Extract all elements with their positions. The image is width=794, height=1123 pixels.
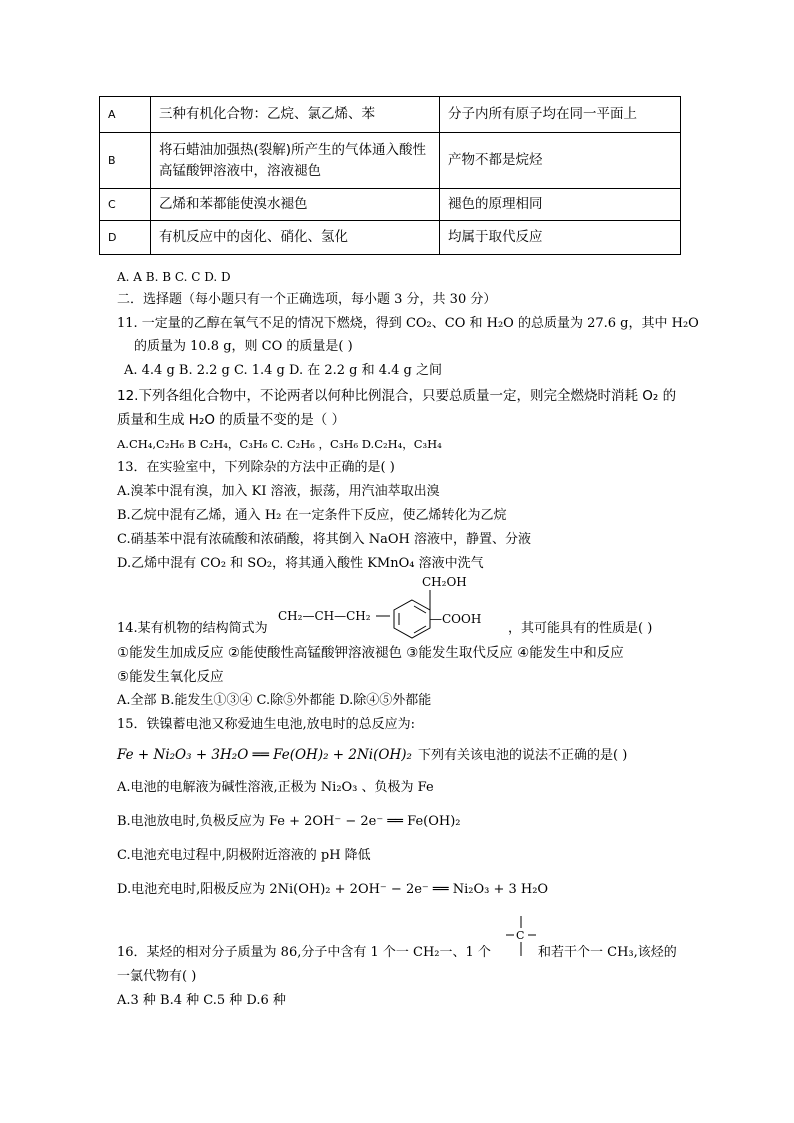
q15-equation: Fe + Ni₂O₃ + 3H₂O ══ Fe(OH)₂ + 2Ni(OH)₂ xyxy=(117,747,412,763)
q15-option-b: B.电池放电时,负极反应为 Fe + 2OH⁻ − 2e⁻ ══ Fe(OH)₂ xyxy=(117,814,461,829)
table-row xyxy=(100,97,681,133)
q13-option-a: A.溴苯中混有溴，加入 KI 溶液，振荡，用汽油萃取出溴 xyxy=(117,484,440,499)
q16-stem-line2: 一氯代物有( ) xyxy=(117,969,197,984)
q15-option-a: A.电池的电解液为碱性溶液,正极为 Ni₂O₃ 、负极为 Fe xyxy=(117,780,434,795)
option-letter: D xyxy=(100,221,151,255)
q15-stem: 15．铁镍蓄电池又称爱迪生电池,放电时的总反应为: xyxy=(117,717,416,732)
option-letter: B xyxy=(100,133,151,189)
q14-stem-suffix: ，其可能具有的性质是( ) xyxy=(508,621,653,636)
option-conclusion: 褪色的原理相同 xyxy=(440,189,681,221)
hydroxymethyl-label: CH₂OH xyxy=(422,575,467,589)
table-row xyxy=(100,133,681,189)
q14-properties-cont: ⑤能发生氧化反应 xyxy=(117,669,224,685)
option-content: 有机反应中的卤化、硝化、氢化 xyxy=(151,221,440,255)
q13-option-c: C.硝基苯中混有浓硫酸和浓硝酸，将其倒入 NaOH 溶液中，静置、分液 xyxy=(117,532,532,547)
q14-options: A.全部 B.能发生①③④ C.除⑤外都能 D.除④⑤外都能 xyxy=(117,693,432,708)
q13-option-d: D.乙烯中混有 CO₂ 和 SO₂，将其通入酸性 KMnO₄ 溶液中洗气 xyxy=(117,556,484,571)
q15-option-d: D.电池充电时,阳极反应为 2Ni(OH)₂ + 2OH⁻ − 2e⁻ ══ Ni₂O₃ + 3 H₂O xyxy=(117,882,549,897)
q10-options: A. A B. B C. C D. D xyxy=(117,270,231,284)
option-letter: A xyxy=(100,97,151,133)
q16-stem: 16．某烃的相对分子质量为 86,分子中含有 1 个一 CH₂一、1 个 xyxy=(117,945,491,960)
option-content: 乙烯和苯都能使溴水褪色 xyxy=(151,189,440,221)
option-content: 三种有机化合物：乙烷、氯乙烯、苯 xyxy=(151,97,440,133)
carboxyl-label: —COOH xyxy=(430,612,482,626)
q11-stem-cont: 的质量为 10.8 g，则 CO 的质量是( ) xyxy=(134,339,353,354)
table-row xyxy=(100,189,681,221)
q13-option-b: B.乙烷中混有乙烯，通入 H₂ 在一定条件下反应，使乙烯转化为乙烷 xyxy=(117,508,507,523)
alkenyl-chain-label: CH₂—CH—CH₂ xyxy=(278,609,371,623)
option-conclusion: 分子内所有原子均在同一平面上 xyxy=(440,97,681,133)
options-table xyxy=(99,96,681,255)
q12-stem: 12.下列各组化合物中，不论两者以何种比例混合，只要总质量一定，则完全燃烧时消耗 O₂ 的 xyxy=(117,388,677,404)
structural-formula-diagram xyxy=(272,570,504,640)
q16-stem-cont: 和若干个一 CH₃,该烃的 xyxy=(538,945,677,960)
option-letter: C xyxy=(100,189,151,221)
option-conclusion: 均属于取代反应 xyxy=(440,221,681,255)
q13-stem: 13．在实验室中，下列除杂的方法中正确的是( ) xyxy=(117,460,395,475)
quaternary-carbon-symbol xyxy=(504,914,538,960)
ring-double-bond xyxy=(414,626,426,633)
q11-options: A. 4.4 g B. 2.2 g C. 1.4 g D. 在 2.2 g 和 4.4 g 之间 xyxy=(124,363,443,378)
table-row xyxy=(100,221,681,255)
q16-options: A.3 种 B.4 种 C.5 种 D.6 种 xyxy=(117,993,286,1008)
q15-stem-cont: 下列有关该电池的说法不正确的是( ) xyxy=(418,748,628,763)
carbon-atom-label: C xyxy=(516,929,525,942)
q14-properties: ①能发生加成反应 ②能使酸性高锰酸钾溶液褪色 ③能发生取代反应 ④能发生中和反应 xyxy=(117,645,624,661)
option-conclusion: 产物不都是烷烃 xyxy=(440,133,681,189)
q15-option-c: C.电池充电过程中,阴极附近溶液的 pH 降低 xyxy=(117,848,371,863)
q12-options: A.CH₄,C₂H₆ B C₂H₄，C₃H₆ C. C₂H₆ ，C₃H₆ D.C₂H₄，C₃H₄ xyxy=(117,437,442,451)
q14-stem-prefix: 14.某有机物的结构简式为 xyxy=(117,621,268,636)
q12-stem-cont: 质量和生成 H₂O 的质量不变的是（ ） xyxy=(117,412,346,428)
section-title: 二．选择题（每小题只有一个正确选项，每小题 3 分，共 30 分） xyxy=(117,292,497,307)
q11-stem: 11. 一定量的乙醇在氧气不足的情况下燃烧，得到 CO₂、CO 和 H₂O 的总质量为 27.6 g，其中 H₂O xyxy=(117,316,699,331)
option-content: 将石蜡油加强热(裂解)所产生的气体通入酸性高锰酸钾溶液中，溶液褪色 xyxy=(151,133,440,189)
